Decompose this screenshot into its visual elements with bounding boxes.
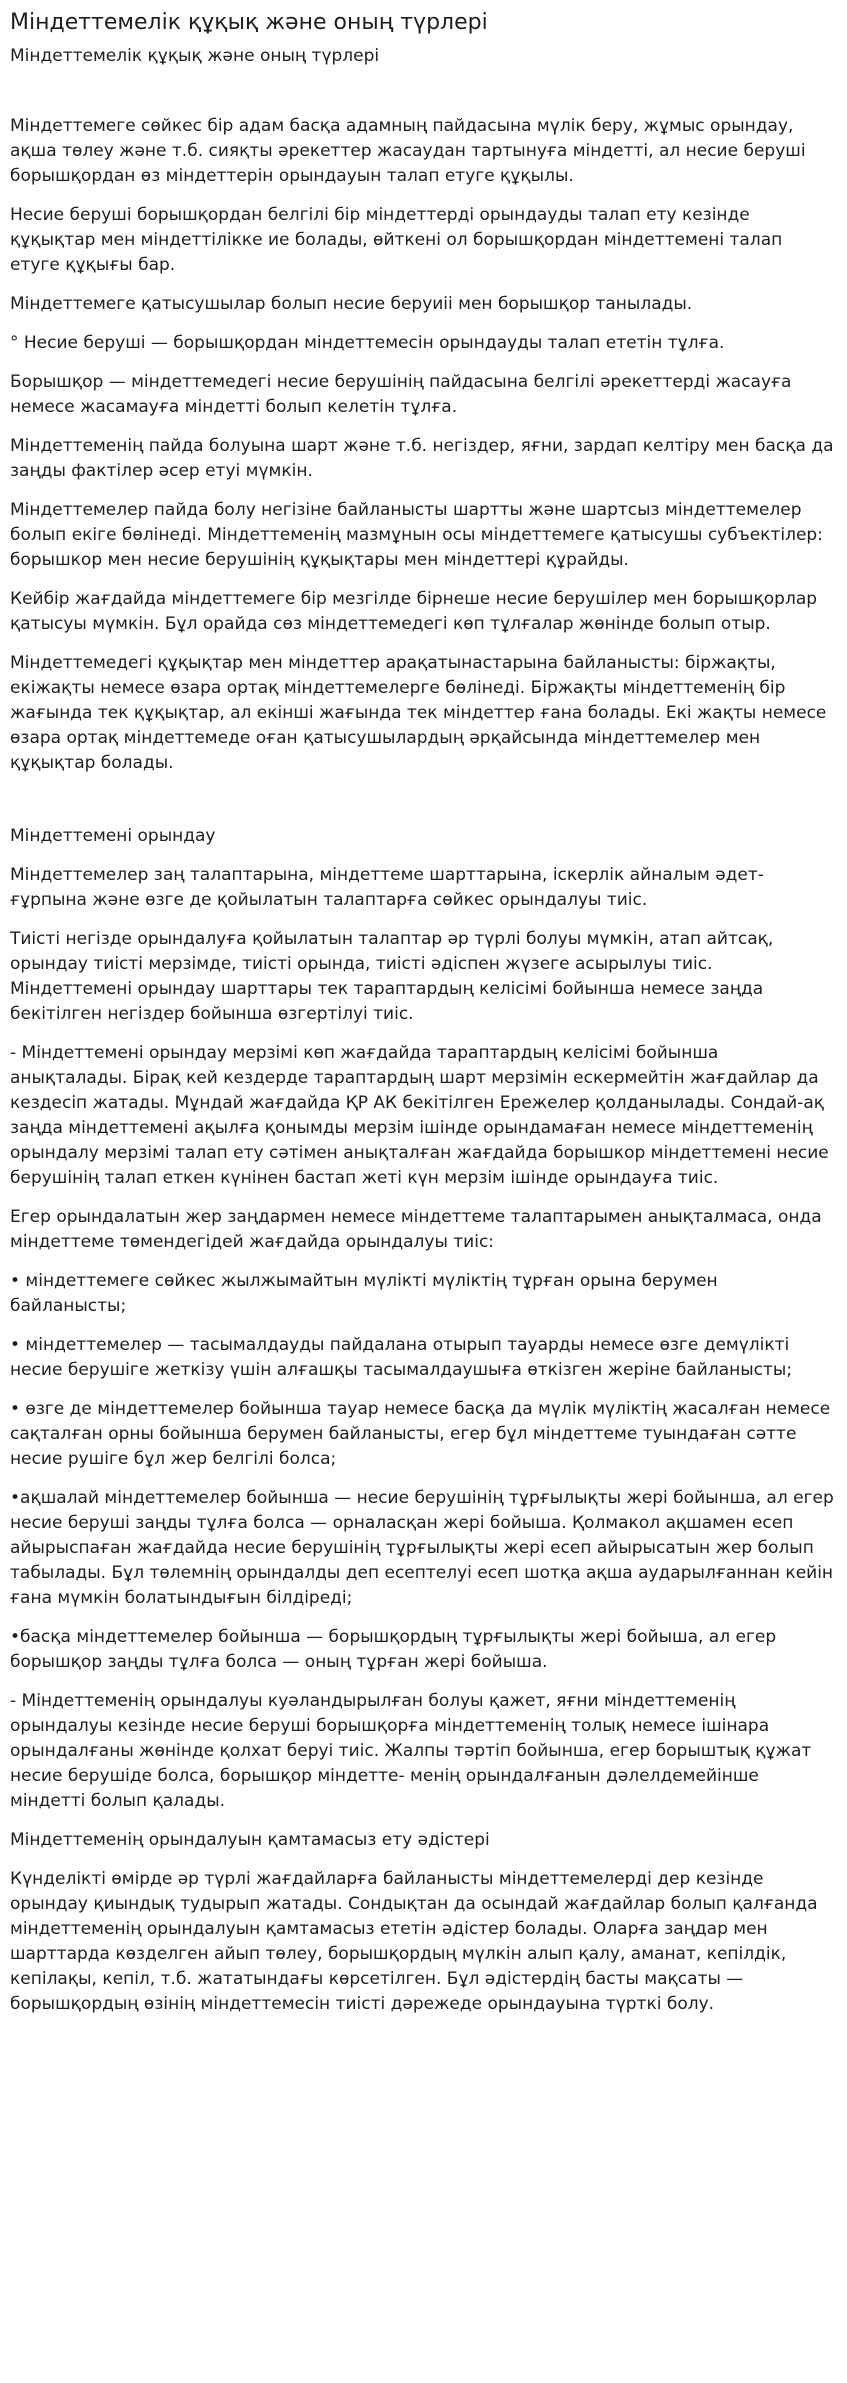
paragraph: Несие беруші борышқордан белгілі бір міндеттерді орындауды талап ету кезінде құқықтар мен міндеттілікке ие болады, өйткені ол борышқордан міндеттемені талап етуге құқығы бар. bbox=[10, 205, 783, 275]
paragraph: Міндеттеменің пайда болуына шарт және т.б. негіздер, яғни, зардап келтіру мен басқа да заңды фактілер әсер етуі мүмкін. bbox=[10, 436, 834, 481]
list-item: • міндеттемелер — тасымалдауды пайдалана отырып тауарды немесе өзге демүлікті несие берушіге жеткізу үшін алғашқы тасымалдаушыға өткізген жеріне байланысты; bbox=[10, 1335, 793, 1380]
paragraph: Міндеттемелер пайда болу негізіне байланысты шартты және шартсыз міндеттемелер болып екіге бөлінеді. Міндеттеменің мазмұнын осы міндеттемеге қатысушы субъектілер: борышкор мен несие берушінің құқықтары мен міндеттері құрайды. bbox=[10, 500, 823, 570]
paragraph: Тиісті негізде орындалуға қойылатын талаптар әр түрлі болуы мүмкін, атап айтсақ, орындау тиісті мерзімде, тиісті орында, тиісті әдіспен жүзеге асырылуы тиіс. Міндеттемені орындау шарттары тек тараптардың келісімі бойынша немесе заңда бекітілген негіздер бойынша өзгертілуі тиіс. bbox=[10, 929, 774, 1024]
paragraph: Борышқор — міндеттемедегі несие берушінің пайдасына белгілі әрекеттерді жасауға немесе жасамауға міндетті болып келетін тұлға. bbox=[10, 372, 792, 417]
list-item: • өзге де міндеттемелер бойынша тауар немесе басқа да мүлік мүліктің жасалған немесе сақталған орны бойынша берумен байланысты, егер бұл міндеттеме туындаған сәтте несие рушіге бұл жер белгілі болса; bbox=[10, 1399, 831, 1469]
section-performance-security-methods bbox=[10, 1828, 837, 2017]
list-item: •басқа міндеттемелер бойынша — борышқордың тұрғылықты жері бойыша, ал егер борышқор заңды тұлға болса — оның тұрған жері бойыша. bbox=[10, 1627, 777, 1672]
page-title: Міндеттемелік құқық және оның түрлері bbox=[10, 10, 488, 35]
paragraph: - Міндеттеменің орындалуы куәландырылған болуы қажет, яғни міндеттеменің орындалуы кезінде несие беруші борышқорға міндеттеменің толық немесе ішінара орындалғаны жөнінде қолхат беруі тиіс. Жалпы тәртіп бойынша, егер борыштық құжат несие берушіде болса, борышқор міндетте- менің орындалғанын дәлелдемейінше міндетті болып қалады. bbox=[10, 1691, 812, 1811]
section-heading: Міндеттемені орындау bbox=[10, 826, 216, 846]
section-obligations-intro bbox=[10, 114, 837, 776]
paragraph: Кейбір жағдайда міндеттемеге бір мезгілде бірнеше несие берушілер мен борышқорлар қатысуы мүмкін. Бұл орайда сөз міндеттемедегі көп тұлғалар жөнінде болып отыр. bbox=[10, 589, 818, 634]
list-item: • міндеттемеге сөйкес жылжымайтын мүлікті мүліктің тұрған орына берумен байланысты; bbox=[10, 1271, 718, 1316]
section-obligation-performance bbox=[10, 824, 837, 1814]
page-subtitle: Міндеттемелік құқық және оның түрлері bbox=[10, 46, 380, 66]
paragraph: ° Несие беруші — борышқордан міндеттемесін орындауды талап ететін тұлға. bbox=[10, 333, 725, 353]
paragraph: - Міндеттемені орындау мерзімі көп жағдайда тараптардың келісімі бойынша анықталады. Бірақ кей кездерде тараптардың шарт мерзімін ескермейтін жағдайлар да кездесіп жатады. Мұндай жағдайда ҚР АК бекітілген Ережелер қолданылады. Сондай-ақ заңда міндеттемені ақылға қонымды мерзім ішінде орындамаған немесе міндеттеменің орындалу мерзімі талап ету сәтімен анықталған жағдайда борышкор міндеттемені несие берушінің талап еткен күнінен бастап жеті күн мерзім ішінде орындауға тиіс. bbox=[10, 1043, 829, 1188]
section-heading: Міндеттеменің орындалуын қамтамасыз ету әдістері bbox=[10, 1830, 490, 1850]
paragraph: Міндеттемеге қатысушылар болып несие беруиіі мен борышқор танылады. bbox=[10, 294, 693, 314]
list-item: •ақшалай міндеттемелер бойынша — несие берушінің тұрғылықты жері бойынша, ал егер несие беруші заңды тұлға болса — орналасқан жері бойыша. Қолмакол ақшамен есеп айырыспаған жағдайда несие берушінің тұрғылықты жері есеп айырысатын жер болып табылады. Бұл төлемнің орындалды деп есептелуі есеп шотқа ақша аударылғаннан кейін ғана мүмкін болатындығын білдіреді; bbox=[10, 1488, 834, 1608]
paragraph: Міндеттемеге сөйкес бір адам басқа адамның пайдасына мүлік беру, жұмыс орындау, ақша төлеу және т.б. сияқты әрекеттер жасаудан тартынуға міндетті, ал несие беруші борышқордан өз міндеттерін орындауын талап етуге құқылы. bbox=[10, 116, 806, 186]
paragraph: Міндеттемедегі құқықтар мен міндеттер арақатынастарына байланысты: біржақты, екіжақты немесе өзара ортақ міндеттемелерге бөлінеді. Біржақты міндеттеменің бір жағында тек құқықтар, ал екінші жағында тек міндеттер ғана болады. Екі жақты немесе өзара ортақ міндеттемеде оған қатысушылардың әрқайсында міндеттемелер мен құқықтар болады. bbox=[10, 653, 827, 773]
section-spacer bbox=[10, 790, 837, 824]
paragraph: Міндеттемелер заң талаптарына, міндеттеме шарттарына, іскерлік айналым әдет-ғұрпына және өзге де қойылатын талаптарға сөйкес орындалуы тиіс. bbox=[10, 865, 764, 910]
paragraph: Егер орындалатын жер заңдармен немесе міндеттеме талаптарымен анықталмаса, онда міндеттеме төмендегідей жағдайда орындалуы тиіс: bbox=[10, 1207, 822, 1252]
paragraph: Күнделікті өмірде әр түрлі жағдайларға байланысты міндеттемелерді дер кезінде орындау қиындық тудырып жатады. Сондықтан да осындай жағдайлар болып қалғанда міндеттеменің орындалуын қамтамасыз ететін әдістер болады. Оларға заңдар мен шарттарда көзделген айып төлеу, борышқордың мүлкін алып қалу, аманат, кепілдік, кепілақы, кепіл, т.б. жататындағы көрсетілген. Бұл әдістердің басты мақсаты — борышқордың өзінің міндеттемесін тиісті дәрежеде орындауына түрткі болу. bbox=[10, 1869, 818, 2014]
